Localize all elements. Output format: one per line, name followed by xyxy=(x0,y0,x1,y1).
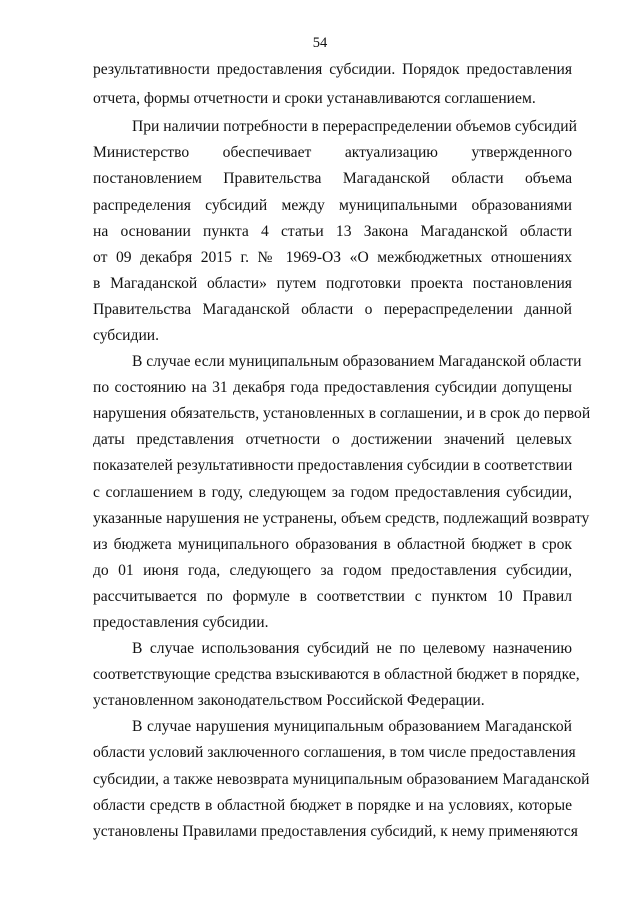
paragraph-first-line: В случае если муниципальным образованием Магаданской области xyxy=(132,353,582,370)
text-line: от 09 декабря 2015 г. № 1969-ОЗ «О межбюджетных отношениях xyxy=(93,249,572,266)
text-line: установлены Правилами предоставления субсидий, к нему применяются xyxy=(93,823,578,840)
text-line: постановлением Правительства Магаданской области объема xyxy=(93,170,572,187)
page-number: 54 xyxy=(312,35,328,51)
text-line: Правительства Магаданской области о перераспределении данной xyxy=(93,301,572,318)
text-line: рассчитывается по формуле в соответствии с пунктом 10 Правил xyxy=(93,588,572,605)
text-line: по состоянию на 31 декабря года предоставления субсидии допущены xyxy=(93,379,572,396)
text-line: с соглашением в году, следующем за годом предоставления субсидии, xyxy=(93,484,572,501)
text-line: из бюджета муниципального образования в областной бюджет в срок xyxy=(93,536,572,553)
paragraph-first-line: При наличии потребности в перераспределении объемов субсидий xyxy=(132,118,577,135)
text-line: установленном законодательством Российской Федерации. xyxy=(93,692,485,709)
text-line: Министерство обеспечивает актуализацию утвержденного xyxy=(93,144,572,161)
text-line: распределения субсидий между муниципальными образованиями xyxy=(93,197,572,214)
text-line: даты представления отчетности о достижении значений целевых xyxy=(93,431,572,448)
text-line: указанные нарушения не устранены, объем средств, подлежащий возврату xyxy=(93,510,590,527)
text-line: области средств в областной бюджет в порядке и на условиях, которые xyxy=(93,797,572,814)
text-line: в Магаданской области» путем подготовки проекта постановления xyxy=(93,275,572,292)
text-line: субсидии. xyxy=(93,327,160,344)
paragraph-first-line: В случае нарушения муниципальным образованием Магаданской xyxy=(132,718,572,735)
text-line: показателей результативности предоставления субсидии в соответствии xyxy=(93,457,573,474)
text-line: субсидии, а также невозврата муниципальным образованием Магаданской xyxy=(93,771,590,788)
text-line: предоставления субсидии. xyxy=(93,614,269,631)
text-line: на основании пункта 4 статьи 13 Закона Магаданской области xyxy=(93,223,572,240)
paragraph-first-line: В случае использования субсидий не по целевому назначению xyxy=(132,640,572,657)
text-line: соответствующие средства взыскиваются в областной бюджет в порядке, xyxy=(93,666,580,683)
text-line: области условий заключенного соглашения, в том числе предоставления xyxy=(93,744,576,761)
text-line: отчета, формы отчетности и сроки устанавливаются соглашением. xyxy=(93,90,536,107)
text-line: результативности предоставления субсидии. Порядок предоставления xyxy=(93,61,572,78)
text-line: нарушения обязательств, установленных в соглашении, и в срок до первой xyxy=(93,405,591,422)
text-line: до 01 июня года, следующего за годом предоставления субсидии, xyxy=(93,562,572,579)
